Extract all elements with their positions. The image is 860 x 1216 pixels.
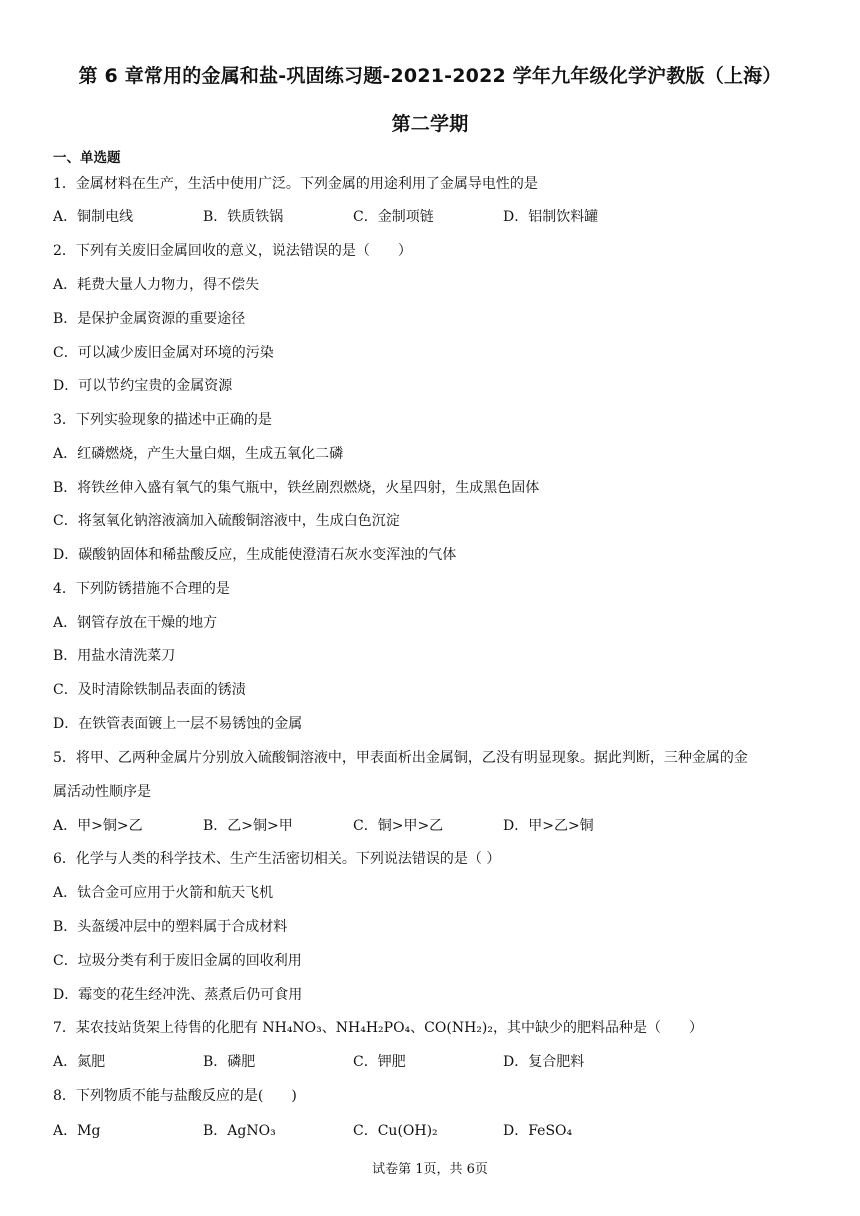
question-7-stem: 7．某农技站货架上待售的化肥有 NH₄NO₃、NH₄H₂PO₄、CO(NH₂)₂，其中缺少的肥料品种是（ ） <box>53 1020 703 1036</box>
question-5-option-d: D．甲>乙>铜 <box>503 818 594 834</box>
question-2-option-c: C．可以减少废旧金属对环境的污染 <box>53 345 274 361</box>
question-4-option-a: A．钢管存放在干燥的地方 <box>53 615 218 631</box>
section-heading: 一、单选题 <box>53 150 121 166</box>
question-2-option-a: A．耗费大量人力物力，得不偿失 <box>53 277 260 293</box>
question-3-option-c: C．将氢氧化钠溶液滴加入硫酸铜溶液中，生成白色沉淀 <box>53 513 400 529</box>
question-4-stem: 4．下列防锈措施不合理的是 <box>53 581 230 597</box>
question-8-option-c: C．Cu(OH)₂ <box>353 1123 438 1139</box>
question-7-option-b: B．磷肥 <box>203 1054 256 1070</box>
question-3-option-d: D．碳酸钠固体和稀盐酸反应，生成能使澄清石灰水变浑浊的气体 <box>53 547 457 563</box>
question-4-option-d: D．在铁管表面镀上一层不易锈蚀的金属 <box>53 716 303 732</box>
question-4-option-b: B．用盐水清洗菜刀 <box>53 648 176 664</box>
page-title-line1: 第 6 章常用的金属和盐-巩固练习题-2021-2022 学年九年级化学沪教版（上海） <box>78 65 782 87</box>
question-8-option-a: A．Mg <box>53 1123 101 1139</box>
page-title-line2: 第二学期 <box>391 113 469 135</box>
question-1-option-c: C．金制项链 <box>353 209 434 225</box>
question-4-option-c: C．及时清除铁制品表面的锈渍 <box>53 682 246 698</box>
question-3-option-a: A．红磷燃烧，产生大量白烟，生成五氧化二磷 <box>53 446 344 462</box>
question-5-option-b: B．乙>铜>甲 <box>203 818 293 834</box>
question-2-option-d: D．可以节约宝贵的金属资源 <box>53 378 233 394</box>
question-7-option-a: A．氮肥 <box>53 1054 106 1070</box>
question-2-option-b: B．是保护金属资源的重要途径 <box>53 311 246 327</box>
question-8-option-b: B．AgNO₃ <box>203 1123 276 1139</box>
question-6-option-c: C．垃圾分类有利于废旧金属的回收利用 <box>53 953 302 969</box>
question-3-option-b: B．将铁丝伸入盛有氧气的集气瓶中，铁丝剧烈燃烧，火星四射，生成黑色固体 <box>53 480 540 496</box>
question-5-option-c: C．铜>甲>乙 <box>353 818 444 834</box>
question-6-stem: 6．化学与人类的科学技术、生产生活密切相关。下列说法错误的是（ ） <box>53 851 501 867</box>
question-1-option-b: B．铁质铁锅 <box>203 209 284 225</box>
question-5-stem: 5．将甲、乙两种金属片分别放入硫酸铜溶液中，甲表面析出金属铜，乙没有明显现象。据此判断，三种金属的金 <box>53 750 748 766</box>
question-7-option-c: C．钾肥 <box>353 1054 406 1070</box>
question-3-stem: 3．下列实验现象的描述中正确的是 <box>53 412 272 428</box>
question-2-stem: 2．下列有关废旧金属回收的意义，说法错误的是（ ） <box>53 243 412 259</box>
question-5-stem-continued: 属活动性顺序是 <box>53 784 151 800</box>
question-8-option-d: D．FeSO₄ <box>503 1123 573 1139</box>
question-5-option-a: A．甲>铜>乙 <box>53 818 143 834</box>
question-1-option-d: D．铝制饮料罐 <box>503 209 599 225</box>
question-6-option-b: B．头盔缓冲层中的塑料属于合成材料 <box>53 919 288 935</box>
question-6-option-a: A．钛合金可应用于火箭和航天飞机 <box>53 885 274 901</box>
question-1-stem: 1．金属材料在生产，生活中使用广泛。下列金属的用途利用了金属导电性的是 <box>53 176 538 192</box>
question-1-option-a: A．铜制电线 <box>53 209 134 225</box>
question-6-option-d: D．霉变的花生经冲洗、蒸煮后仍可食用 <box>53 987 303 1003</box>
question-8-stem: 8．下列物质不能与盐酸反应的是( ) <box>53 1088 297 1104</box>
page-footer: 试卷第 1页，共 6页 <box>372 1162 488 1177</box>
question-7-option-d: D．复合肥料 <box>503 1054 585 1070</box>
